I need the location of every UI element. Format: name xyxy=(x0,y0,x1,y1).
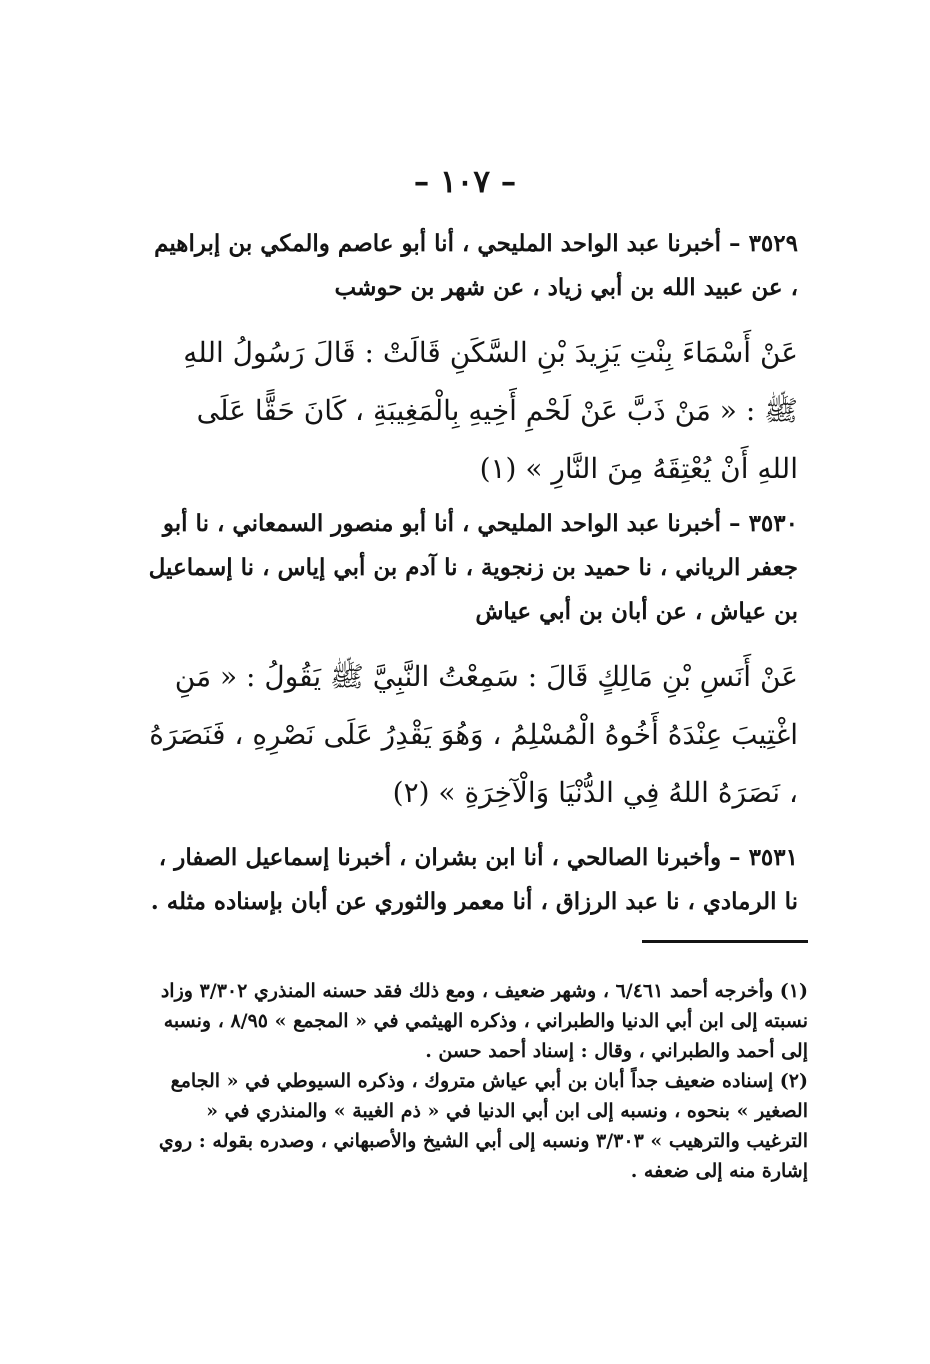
isnad-text: – وأخبرنا الصالحي ، أنا ابن بشران ، أخبرنا إسماعيل الصفار ، نا الرمادي ، نا عبد الرزاق ، أنا معمر والثوري عن أبان بإسناده مثله . xyxy=(150,844,798,915)
footnote-separator xyxy=(642,940,808,943)
hadith-number: ٣٥٣٠ xyxy=(748,510,798,537)
hadith-matn: عَنْ أَنَسِ بْنِ مَالِكٍ قَالَ : سَمِعْتُ النَّبِيَّ ﷺ يَقُولُ : « مَنِ اغْتِيبَ عِنْدَهُ أَخُوهُ الْمُسْلِمُ ، وَهُوَ يَقْدِرُ عَلَى نَصْرِهِ ، فَنَصَرَهُ ، نَصَرَهُ اللهُ فِي الدُّنْيَا وَالْآخِرَةِ » (٢) xyxy=(149,660,798,809)
hadith-3531 xyxy=(148,836,798,924)
hadith-isnad xyxy=(148,836,798,924)
footnote-1: (١) وأخرجه أحمد ٦/٤٦١ ، وشهر ضعيف ، ومع ذلك فقد حسنه المنذري ٣/٣٠٢ وزاد نسبته إلى ابن أبي الدنيا والطبراني ، وذكره الهيثمي في « المجمع » ٨/٩٥ ، ونسبه إلى أحمد والطبراني ، وقال : إسناد أحمد حسن . xyxy=(160,980,808,1062)
hadith-3530 xyxy=(148,502,798,822)
isnad-text: – أخبرنا عبد الواحد المليحي ، أنا أبو عاصم والمكي بن إبراهيم ، عن عبيد الله بن أبي زياد ، عن شهر بن حوشب xyxy=(154,230,798,301)
footnotes xyxy=(158,976,808,1186)
hadith-number: ٣٥٢٩ xyxy=(748,230,798,257)
hadith-isnad xyxy=(148,502,798,634)
isnad-text: – أخبرنا عبد الواحد المليحي ، أنا أبو منصور السمعاني ، نا أبو جعفر الرياني ، نا حميد بن زنجوية ، نا آدم بن أبي إياس ، نا إسماعيل بن عياش ، عن أبان بن أبي عياش xyxy=(148,510,798,625)
hadith-number: ٣٥٣١ xyxy=(748,844,798,871)
hadith-3529 xyxy=(148,222,798,498)
hadith-isnad xyxy=(148,222,798,310)
footnote-2: (٢) إسناده ضعيف جداً أبان بن أبي عياش متروك ، وذكره السيوطي في « الجامع الصغير » بنحوه ، ونسبه إلى ابن أبي الدنيا في « ذم الغيبة » والمنذري في « الترغيب والترهيب » ٣/٣٠٣ ونسبه إلى أبي الشيخ والأصبهاني ، وصدره بقوله : روي إشارة منه إلى ضعفه . xyxy=(158,1070,808,1182)
page-number: – ١٠٧ – xyxy=(413,164,517,200)
hadith-matn: عَنْ أَسْمَاءَ بِنْتِ يَزِيدَ بْنِ السَّكَنِ قَالَتْ : قَالَ رَسُولُ اللهِ ﷺ : « مَنْ ذَبَّ عَنْ لَحْمِ أَخِيهِ بِالْمَغِيبَةِ ، كَانَ حَقًّا عَلَى اللهِ أَنْ يُعْتِقَهُ مِنَ النَّارِ » (١) xyxy=(183,336,798,485)
